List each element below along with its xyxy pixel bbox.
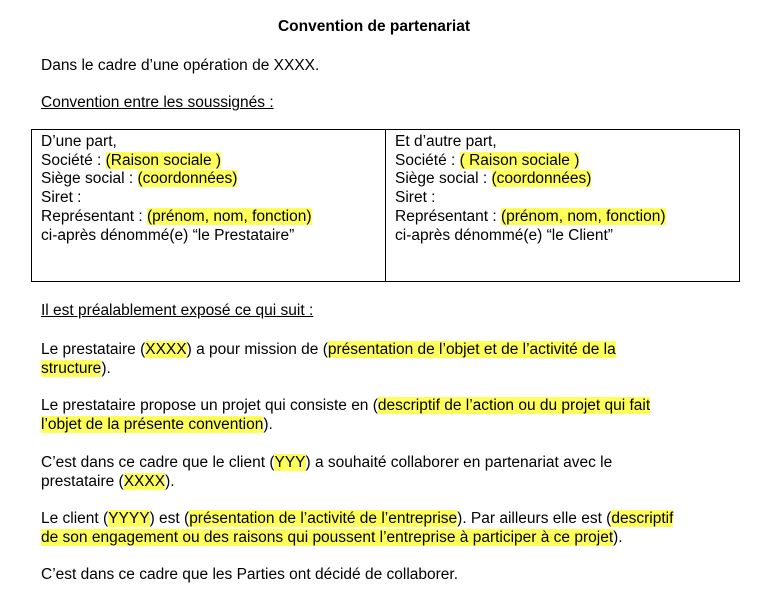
parties-table <box>31 129 740 282</box>
text: ) est ( <box>149 510 190 527</box>
placeholder: YYYY <box>108 510 150 527</box>
text: ). <box>165 473 175 490</box>
party-right-address <box>395 170 731 189</box>
between-heading: Convention entre les soussignés : <box>41 94 274 111</box>
company-label: Société : <box>41 151 106 169</box>
placeholder: YYY <box>274 454 306 471</box>
party-right-line-1: Et d’autre part, <box>395 133 497 150</box>
placeholder: de son engagement ou des raisons qui poussent l’entreprise à participer à ce projet <box>41 529 614 546</box>
address-label: Siège social : <box>41 170 138 188</box>
paragraph-mission <box>41 340 731 378</box>
text: Le prestataire propose un projet qui consiste en ( <box>41 397 378 414</box>
text: Le prestataire ( <box>41 341 146 358</box>
intro-text: Dans le cadre d’une opération de XXXX. <box>41 57 320 74</box>
company-placeholder: ( Raison sociale ) <box>459 151 580 169</box>
party-right-designation: ci-après dénommé(e) “le Client” <box>395 226 613 244</box>
representative-placeholder: (prénom, nom, fonction) <box>146 207 312 225</box>
paragraph-client <box>41 453 731 491</box>
address-label: Siège social : <box>395 170 492 188</box>
placeholder: descriptif <box>611 510 674 527</box>
text: ). <box>101 360 111 377</box>
placeholder: présentation de l’objet et de l’activité de la <box>327 341 616 358</box>
address-placeholder: (coordonnées) <box>137 170 238 188</box>
text: ). <box>613 529 623 546</box>
party-left-representative <box>41 208 377 227</box>
text: ) a pour mission de ( <box>186 341 328 358</box>
preamble-heading: Il est préalablement exposé ce qui suit : <box>41 302 314 319</box>
placeholder: présentation de l’activité de l’entreprise <box>189 510 458 527</box>
party-left-line-1: D’une part, <box>41 133 117 150</box>
text: C’est dans ce cadre que le client ( <box>41 454 275 471</box>
party-right-representative <box>395 208 731 227</box>
text: ). <box>263 416 273 433</box>
company-label: Société : <box>395 151 460 169</box>
placeholder: XXXX <box>123 473 166 490</box>
address-placeholder: (coordonnées) <box>491 170 592 188</box>
text: Le client ( <box>41 510 109 527</box>
party-left-company <box>41 152 377 171</box>
representative-placeholder: (prénom, nom, fonction) <box>500 207 666 225</box>
placeholder: structure <box>41 360 102 377</box>
company-placeholder: (Raison sociale ) <box>105 151 222 169</box>
paragraph-engagement <box>41 509 731 547</box>
representative-label: Représentant : <box>395 207 501 225</box>
party-left-address <box>41 170 377 189</box>
party-right-company <box>395 152 731 171</box>
party-left-cell <box>32 130 386 282</box>
closing-text: C’est dans ce cadre que les Parties ont décidé de collaborer. <box>41 566 459 583</box>
party-left-siret: Siret : <box>41 189 82 207</box>
party-left-designation: ci-après dénommé(e) “le Prestataire” <box>41 226 295 244</box>
representative-label: Représentant : <box>41 207 147 225</box>
placeholder: l’objet de la présente convention <box>41 416 264 433</box>
text: prestataire ( <box>41 473 124 490</box>
party-right-siret: Siret : <box>395 189 436 207</box>
placeholder: XXXX <box>145 341 187 358</box>
party-right-cell <box>386 130 740 282</box>
document-title: Convention de partenariat <box>277 18 471 35</box>
placeholder: descriptif de l’action ou du projet qui fait <box>377 397 651 414</box>
text: ) a souhaité collaborer en partenariat avec le <box>305 454 613 471</box>
text: ). Par ailleurs elle est ( <box>457 510 612 527</box>
paragraph-project <box>41 396 731 434</box>
